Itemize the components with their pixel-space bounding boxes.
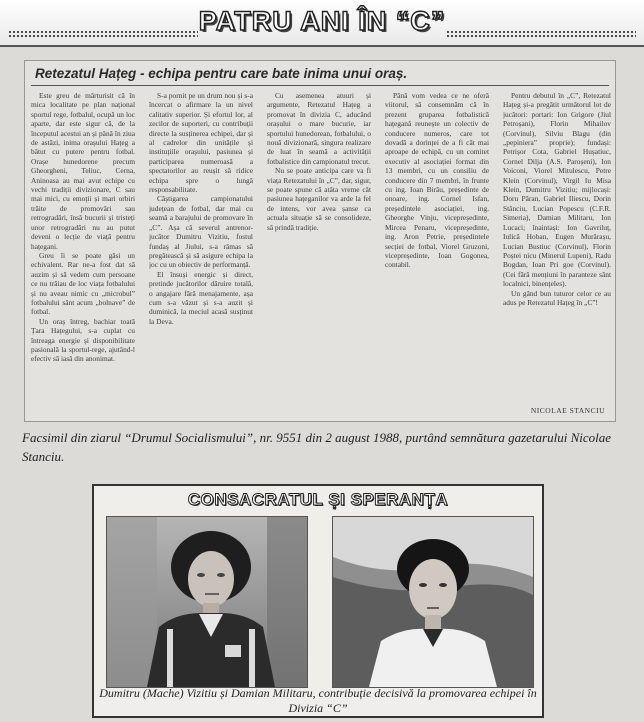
player-portrait-illustration [333,517,533,687]
article-paragraph: S-a pornit pe un drum nou și s-a încercat o afirmare la un nivel calitativ superior. Și efortul lor, al zecilor de suporteri, cu contribuții directe la susținerea echipei, dar și al cadrelor din unitățile și instituțiile orașului, pasiunea și participarea numeroasă a spectatorilor au reușit să ridice echipa spre o lungă responsabilitate. [149,91,253,195]
player-photo-left [106,516,308,688]
chapter-banner [0,0,644,47]
article-paragraph: Un gând bun tuturor celor ce au adus pe Retezatul Hațeg în „C”! [503,288,611,307]
newspaper-clipping [24,60,616,422]
article-column-5 [503,91,611,411]
article-paragraph: Greu îi se poate găsi un echivalent. Rar ne-a fost dat să auzim și să vedem cum persoane ce nu trăiau de loc viața fotbalului și nu aveau nimic cu „microbul” fotbalului sânt acum „bolnave” de fotbal. [31,250,135,317]
clipping-caption: Facsimil din ziarul “Drumul Socialismului”, nr. 9551 din 2 august 1988, purtând semnătura gazetarului Nicolae Stanciu. [22,430,611,464]
article-signature: NICOLAE STANCIU [530,406,605,415]
article-paragraph: Un oraș întreg, bachiar toată Țara Hațegului, s-a cuplat cu întreaga energie și disponibilitate pasională la sportul-rege, ajutând-l efectiv să iasă din anonimat. [31,316,135,364]
article-paragraph: Pentru debutul în „C”, Retezatul Hațeg și-a pregătit următorul lot de jucători: portari: Ion Grigore (Jiul Petroșani), Florin Mihailov (Corvinul), Silviu Blagu (din „pepiniera” proprie); fundași: Petrișor Cota, Gabriel Hușatiuc, Cornel Dilja (A.S. Paroșeni), Ion Voiconi, Viorel Mitulescu, Petre Klein (Corvinul), Virgil Iu Misa Klein, Dumitru Vizitiu; mijlocași: Doru Păran, Gabriel Iliescu, Dorin Stănciu, Lucian Popescu (C.F.R. Simeria), Damian Militaru, Ion Lucaci; înaintași: Ion Gavriluț, Iulică Hoban, Eugen Murărașu, Lucian Bustiuc (Corvinul), Florin Poștei nicu (Minerul Lupeni), Radu Bogdan, Ioan Pri goe (Corvinul). (Cei fără mențiuni în paranteze sânt localnici, binențeles). [503,91,611,289]
article-paragraph: Nu se poate anticipa care va fi viața Retezatului în „C”, dar, sigur, se poate spune că atâta vreme cât pasiunea hațeganilor va arde la fel de intens, vor avea șanse ca actuala situație să se consolideze, să prindă tradiție. [267,166,371,232]
chapter-title: PATRU ANI ÎN “C” [198,6,446,36]
player-photo-right [332,516,534,688]
article-column-4 [385,91,489,411]
article-column-3 [267,91,371,411]
article-paragraph: Câștigarea campionatului județean de fotbal, dar mai cu seamă a barajului de promovare în „C”. Așa că severul antrenor-jucător Dumitru Vizitiu, fostul fundaș al Jiului, s-a rămas să pregătească și să asigure echipa la joc cu un obiectiv de performanță. [149,194,253,270]
headline-rule [31,85,609,86]
player-portrait-illustration [107,517,307,687]
photo-caption: Dumitru (Mache) Vizitiu și Damian Militaru, contribuție decisivă la promovarea echipei în Divizia “C” [99,686,537,715]
article-paragraph: Este greu de mărturisit că în mica localitate pe plan național sportul rege, fotbalul, ocupă un loc aparte, dar este sigur că, de la începutul acestui an și până în ziua de astăzi, inima orașului Hațeg a bătut cu putere pentru fotbal. Orașe hunedorene precum Gheorgheni, Teliuc, Cerna, Aninoasa au mai avut echipe cu vechi tradiții divizionare, C sau mai mici, cu emoții și mari orbiri trăite de promovări sau retrogradări, însă bucurii și tristeți unor retrogradări nu au putut deveni o lecție de viață pentru hațegani. [31,91,135,251]
article-headline: Retezatul Hațeg - echipa pentru care bate inima unui oraș. [35,66,408,81]
article-paragraph: Până vom vedea ce ne oferă viitorul, să consemnăm că în prezent gruparea fotbalistică hațegană reunește un colectiv de conducere numeros, care tot dovadă a dorinței de a fi cât mai aproape de echipă, cu un comitet executiv al asociației format din 13 membri, cu un consiliu de conducere din 7 membri, în frunte cu ing. Ioan Birău, președinte de onoare, ing. Cornel Isfan, președintele asociației, ing. Gheorghe Vinju, vicepreședinte, Mircea Penaru, vicepreședinte, ing. Aron Petrie, președintele secției de fotbal, Viorel Gruzoni, vicepreședinte, Ioan Gogonea, contabil. [385,91,489,270]
photo-section [92,484,544,718]
article-column-2 [149,91,253,411]
article-paragraph: Cu asemenea atuuri și argumente, Retezatul Hațeg a promovat în divizia C, aducând orașului o mare bucurie, iar sportului hunedorean, fotbalului, o nouă divizionară, singura realizare de luat în seamă a activității fotbalistice din campionatul trecut. [267,91,371,166]
article-column-1 [31,91,135,411]
photo-section-title: CONSACRATUL ȘI SPERANȚA [187,490,449,509]
article-paragraph: El însuși energic și direct, pretinde jucătorilor dăruire totală, o angajare fără menajamente, așa cum s-a văzut și s-a auzit și duminică, la meciul acasă susținut la Deva. [149,269,253,326]
